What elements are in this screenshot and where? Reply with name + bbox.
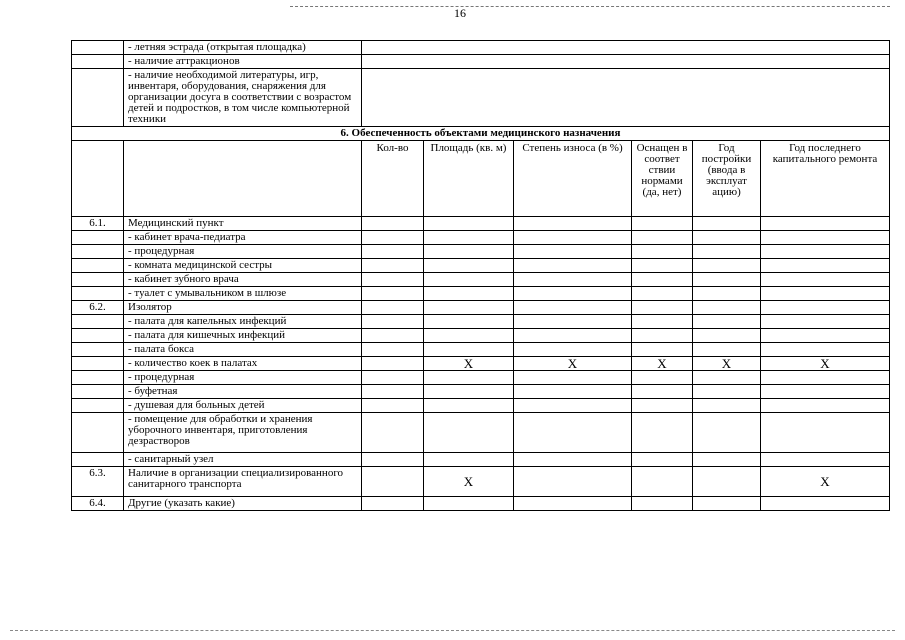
table-row: [72, 41, 890, 55]
value-cell-wear: [514, 497, 632, 511]
page-number: 16: [454, 6, 466, 20]
row-name-cell: - кабинет врача-педиатра: [124, 231, 362, 245]
row-number-cell: 6.4.: [72, 497, 124, 511]
value-cell-repair: Х: [761, 357, 890, 371]
value-cell-area: [424, 343, 514, 357]
value-cell-equipped: [632, 343, 693, 357]
value-cell-qty: [362, 413, 424, 453]
value-cell-qty: [362, 385, 424, 399]
value-cell-qty: [362, 343, 424, 357]
table-row: [72, 231, 890, 245]
row-name-cell: Наличие в организации специализированного санитарного транспорта: [124, 467, 362, 497]
row-name-cell: - комната медицинской сестры: [124, 259, 362, 273]
row-name-cell: - летняя эстрада (открытая площадка): [124, 41, 362, 55]
header-qty: Кол-во: [362, 141, 424, 217]
header-area: Площадь (кв. м): [424, 141, 514, 217]
value-cell-wear: [514, 399, 632, 413]
row-name-cell: Другие (указать какие): [124, 497, 362, 511]
value-cell-equipped: [632, 399, 693, 413]
header-name: [124, 141, 362, 217]
value-cell-built: [693, 301, 761, 315]
value-cell-qty: [362, 453, 424, 467]
table-row: [72, 245, 890, 259]
row-number-cell: [72, 231, 124, 245]
value-cell-area: [424, 371, 514, 385]
row-number-cell: [72, 245, 124, 259]
value-cell-repair: [761, 385, 890, 399]
value-cell-built: [693, 385, 761, 399]
value-cell-equipped: [632, 273, 693, 287]
value-cell-built: Х: [693, 357, 761, 371]
row-number-cell: [72, 273, 124, 287]
table-row: [72, 315, 890, 329]
row-number-cell: [72, 343, 124, 357]
merged-value-cell: [362, 55, 890, 69]
value-cell-area: [424, 217, 514, 231]
value-cell-qty: [362, 217, 424, 231]
value-cell-equipped: [632, 329, 693, 343]
value-cell-area: [424, 273, 514, 287]
value-cell-built: [693, 287, 761, 301]
value-cell-area: [424, 287, 514, 301]
value-cell-built: [693, 231, 761, 245]
value-cell-repair: Х: [761, 467, 890, 497]
value-cell-wear: [514, 453, 632, 467]
value-cell-built: [693, 315, 761, 329]
row-number-cell: [72, 399, 124, 413]
value-cell-built: [693, 217, 761, 231]
value-cell-wear: [514, 259, 632, 273]
header-wear: Степень износа (в %): [514, 141, 632, 217]
merged-value-cell: [362, 69, 890, 127]
table-row: [72, 55, 890, 69]
table-row: [72, 273, 890, 287]
row-number-cell: [72, 315, 124, 329]
table-row: [72, 399, 890, 413]
header-num: [72, 141, 124, 217]
section-title: 6. Обеспеченность объектами медицинского назначения: [72, 127, 890, 141]
value-cell-repair: [761, 217, 890, 231]
row-name-cell: - наличие необходимой литературы, игр, инвентаря, оборудования, снаряжения для организации досуга в соответствии с возрастом детей и подростков, в том числе компьютерной техники: [124, 69, 362, 127]
row-name-cell: - помещение для обработки и хранения уборочного инвентаря, приготовления дезрастворов: [124, 413, 362, 453]
value-cell-area: [424, 245, 514, 259]
value-cell-built: [693, 413, 761, 453]
value-cell-equipped: [632, 453, 693, 467]
value-cell-repair: [761, 245, 890, 259]
row-number-cell: [72, 259, 124, 273]
value-cell-qty: [362, 259, 424, 273]
table-row: [72, 217, 890, 231]
row-number-cell: [72, 385, 124, 399]
header-built: Год постройки (ввода в эксплуат ацию): [693, 141, 761, 217]
value-cell-area: [424, 453, 514, 467]
value-cell-repair: [761, 413, 890, 453]
row-name-cell: - количество коек в палатах: [124, 357, 362, 371]
value-cell-repair: [761, 497, 890, 511]
row-name-cell: - палата для кишечных инфекций: [124, 329, 362, 343]
row-name-cell: - кабинет зубного врача: [124, 273, 362, 287]
value-cell-qty: [362, 301, 424, 315]
value-cell-repair: [761, 259, 890, 273]
value-cell-repair: [761, 315, 890, 329]
row-name-cell: - санитарный узел: [124, 453, 362, 467]
row-name-cell: - палата бокса: [124, 343, 362, 357]
medical-facilities-table: [71, 40, 890, 511]
table-row: [72, 453, 890, 467]
table-row: [72, 329, 890, 343]
value-cell-area: [424, 329, 514, 343]
row-number-cell: [72, 453, 124, 467]
value-cell-wear: Х: [514, 357, 632, 371]
column-header-row: [72, 141, 890, 217]
value-cell-built: [693, 453, 761, 467]
value-cell-built: [693, 259, 761, 273]
value-cell-built: [693, 245, 761, 259]
table-row: [72, 497, 890, 511]
value-cell-qty: [362, 287, 424, 301]
value-cell-qty: [362, 273, 424, 287]
value-cell-built: [693, 329, 761, 343]
header-repair: Год последнего капитального ремонта: [761, 141, 890, 217]
row-name-cell: - процедурная: [124, 245, 362, 259]
table-row: [72, 467, 890, 497]
value-cell-repair: [761, 287, 890, 301]
value-cell-repair: [761, 273, 890, 287]
row-number-cell: [72, 55, 124, 69]
value-cell-area: [424, 497, 514, 511]
row-number-cell: [72, 357, 124, 371]
row-name-cell: - туалет с умывальником в шлюзе: [124, 287, 362, 301]
table-row: [72, 371, 890, 385]
row-name-cell: - наличие аттракционов: [124, 55, 362, 69]
value-cell-qty: [362, 357, 424, 371]
value-cell-wear: [514, 245, 632, 259]
value-cell-qty: [362, 371, 424, 385]
table-row: [72, 259, 890, 273]
value-cell-wear: [514, 273, 632, 287]
row-number-cell: [72, 371, 124, 385]
value-cell-area: [424, 259, 514, 273]
value-cell-equipped: [632, 467, 693, 497]
value-cell-wear: [514, 467, 632, 497]
value-cell-area: [424, 413, 514, 453]
row-name-cell: - процедурная: [124, 371, 362, 385]
row-name-cell: Изолятор: [124, 301, 362, 315]
value-cell-area: Х: [424, 467, 514, 497]
value-cell-repair: [761, 399, 890, 413]
value-cell-equipped: [632, 497, 693, 511]
value-cell-equipped: [632, 385, 693, 399]
row-name-cell: - палата для капельных инфекций: [124, 315, 362, 329]
value-cell-qty: [362, 399, 424, 413]
value-cell-area: [424, 315, 514, 329]
value-cell-wear: [514, 371, 632, 385]
value-cell-equipped: [632, 413, 693, 453]
value-cell-equipped: [632, 259, 693, 273]
value-cell-wear: [514, 343, 632, 357]
value-cell-equipped: [632, 217, 693, 231]
value-cell-repair: [761, 301, 890, 315]
value-cell-built: [693, 273, 761, 287]
value-cell-qty: [362, 231, 424, 245]
table-row: [72, 413, 890, 453]
value-cell-equipped: [632, 315, 693, 329]
table-row: [72, 385, 890, 399]
value-cell-qty: [362, 245, 424, 259]
row-number-cell: 6.1.: [72, 217, 124, 231]
value-cell-built: [693, 371, 761, 385]
row-name-cell: - душевая для больных детей: [124, 399, 362, 413]
row-name-cell: Медицинский пункт: [124, 217, 362, 231]
value-cell-built: [693, 497, 761, 511]
value-cell-area: Х: [424, 357, 514, 371]
value-cell-area: [424, 301, 514, 315]
row-number-cell: [72, 413, 124, 453]
section-title-row: [72, 127, 890, 141]
value-cell-built: [693, 399, 761, 413]
value-cell-repair: [761, 343, 890, 357]
value-cell-repair: [761, 371, 890, 385]
value-cell-qty: [362, 497, 424, 511]
scan-edge-top: [290, 6, 890, 7]
value-cell-wear: [514, 413, 632, 453]
merged-value-cell: [362, 41, 890, 55]
value-cell-equipped: [632, 245, 693, 259]
value-cell-wear: [514, 329, 632, 343]
row-number-cell: [72, 287, 124, 301]
table-row: [72, 287, 890, 301]
value-cell-equipped: Х: [632, 357, 693, 371]
row-name-cell: - буфетная: [124, 385, 362, 399]
row-number-cell: 6.2.: [72, 301, 124, 315]
value-cell-wear: [514, 301, 632, 315]
value-cell-qty: [362, 315, 424, 329]
row-number-cell: [72, 329, 124, 343]
value-cell-wear: [514, 217, 632, 231]
header-equipped: Оснащен в соответ ствии нормами (да, нет): [632, 141, 693, 217]
row-number-cell: [72, 69, 124, 127]
value-cell-repair: [761, 231, 890, 245]
value-cell-built: [693, 467, 761, 497]
value-cell-equipped: [632, 231, 693, 245]
row-number-cell: [72, 41, 124, 55]
value-cell-area: [424, 385, 514, 399]
value-cell-equipped: [632, 371, 693, 385]
value-cell-repair: [761, 453, 890, 467]
value-cell-wear: [514, 385, 632, 399]
value-cell-qty: [362, 467, 424, 497]
value-cell-area: [424, 399, 514, 413]
table-row: [72, 343, 890, 357]
value-cell-repair: [761, 329, 890, 343]
scan-edge-bottom: [10, 630, 895, 631]
table-row: [72, 69, 890, 127]
table-row: [72, 301, 890, 315]
value-cell-wear: [514, 231, 632, 245]
table-row: [72, 357, 890, 371]
value-cell-equipped: [632, 287, 693, 301]
value-cell-built: [693, 343, 761, 357]
value-cell-qty: [362, 329, 424, 343]
value-cell-wear: [514, 315, 632, 329]
value-cell-equipped: [632, 301, 693, 315]
value-cell-area: [424, 231, 514, 245]
row-number-cell: 6.3.: [72, 467, 124, 497]
value-cell-wear: [514, 287, 632, 301]
